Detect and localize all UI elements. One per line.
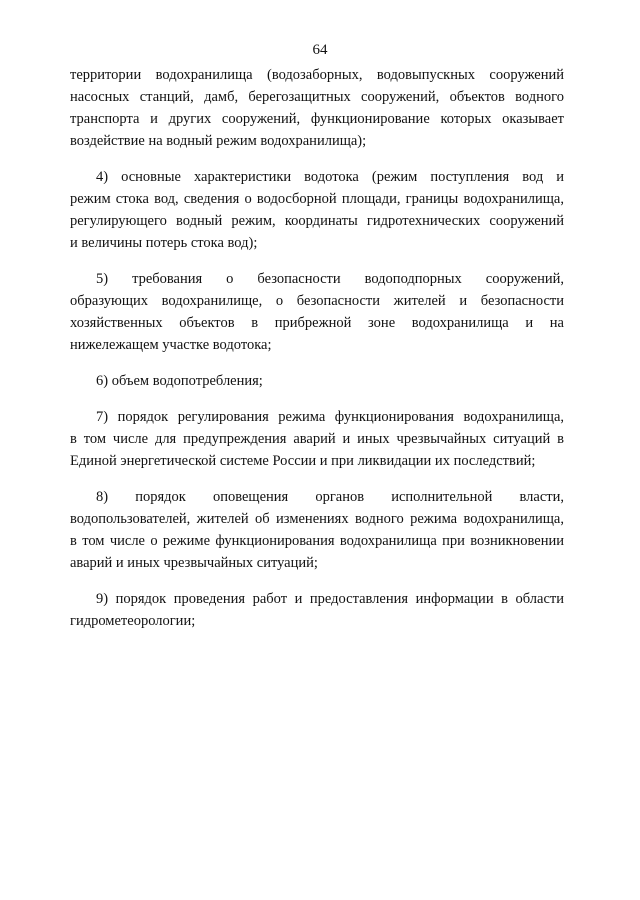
paragraph-continuation	[70, 64, 564, 152]
page-number: 64	[312, 42, 328, 58]
text-line: образующих водохранилище, о безопасности жителей и безопасности	[70, 293, 564, 309]
text-line: транспорта и других сооружений, функционирование которых оказывает	[70, 111, 564, 127]
text-line: 9) порядок проведения работ и предоставления информации в области	[96, 591, 564, 607]
document-body	[70, 64, 564, 632]
text-line: гидрометеорологии;	[70, 613, 196, 629]
paragraph-item-8	[70, 486, 564, 574]
text-line: 8) порядок оповещения органов исполнительной власти,	[96, 489, 564, 505]
paragraph-item-5	[70, 268, 564, 356]
text-line: Единой энергетической системе России и при ликвидации их последствий;	[70, 453, 536, 469]
text-line: в том числе для предупреждения аварий и иных чрезвычайных ситуаций в	[70, 431, 564, 447]
paragraph-item-9	[70, 588, 564, 632]
text-line: нижележащем участке водотока;	[70, 337, 272, 353]
text-line: территории водохранилища (водозаборных, водовыпускных сооружений	[70, 67, 564, 83]
text-line: 7) порядок регулирования режима функционирования водохранилища,	[96, 409, 564, 425]
paragraph-item-7	[70, 406, 564, 472]
text-line: насосных станций, дамб, берегозащитных сооружений, объектов водного	[70, 89, 564, 105]
paragraph-item-6	[70, 370, 564, 392]
text-line: 6) объем водопотребления;	[96, 373, 263, 389]
text-line: режим стока вод, сведения о водосборной площади, границы водохранилища,	[70, 191, 564, 207]
text-line: регулирующего водный режим, координаты гидротехнических сооружений	[70, 213, 564, 229]
text-line: 4) основные характеристики водотока (режим поступления вод и	[96, 169, 564, 185]
text-line: хозяйственных объектов в прибрежной зоне водохранилища и на	[70, 315, 564, 331]
text-line: воздействие на водный режим водохранилища);	[70, 133, 367, 149]
text-line: аварий и иных чрезвычайных ситуаций;	[70, 555, 318, 571]
text-line: водопользователей, жителей об изменениях водного режима водохранилища,	[70, 511, 564, 527]
text-line: в том числе о режиме функционирования водохранилища при возникновении	[70, 533, 564, 549]
text-line: 5) требования о безопасности водоподпорных сооружений,	[96, 271, 564, 287]
text-line: и величины потерь стока вод);	[70, 235, 258, 251]
paragraph-item-4	[70, 166, 564, 254]
